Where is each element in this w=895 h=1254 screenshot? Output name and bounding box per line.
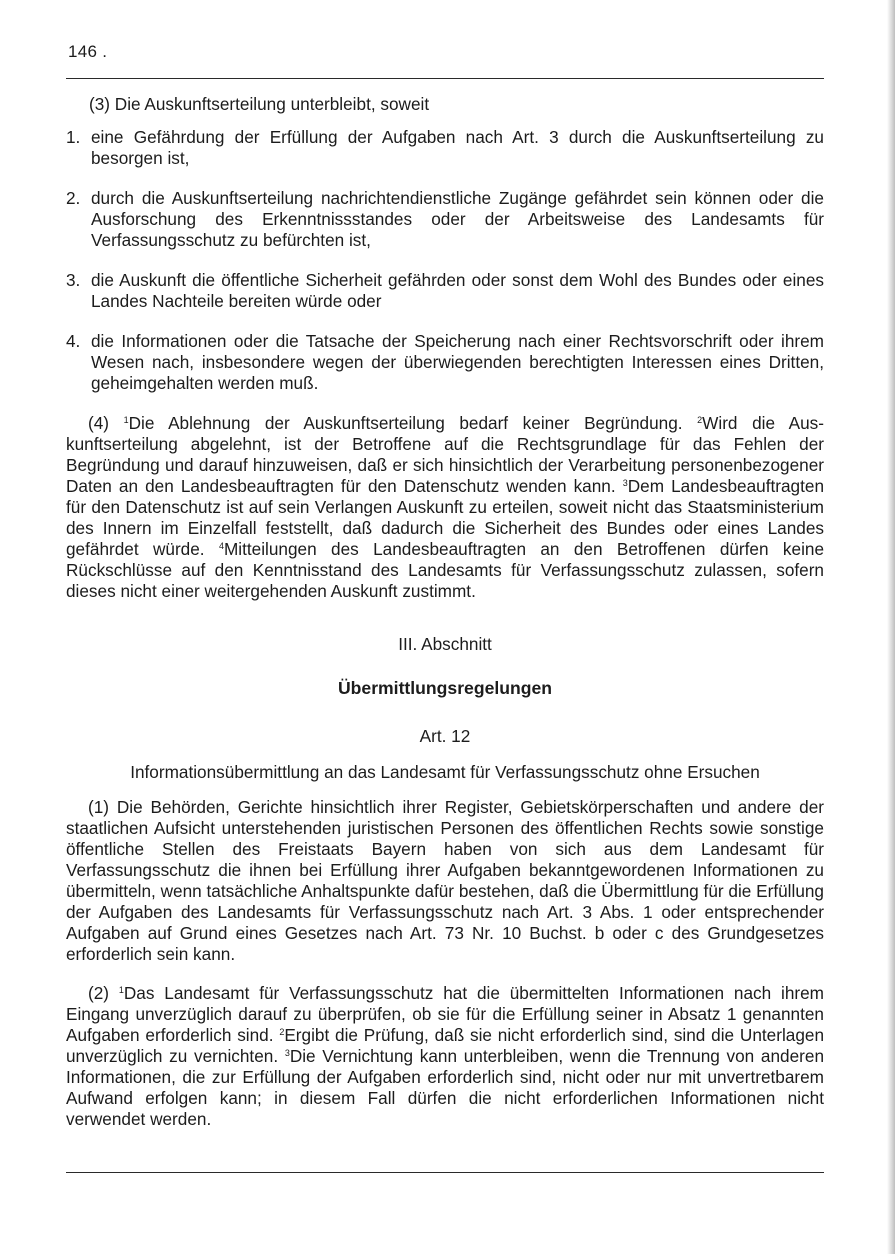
- sentence-number: 2: [279, 1027, 285, 1037]
- list-item: [66, 127, 824, 169]
- paragraph-4: [66, 413, 824, 602]
- article-paragraph-2: [66, 983, 824, 1130]
- paragraph-label: (2): [88, 983, 110, 1003]
- list-item-number: 2.: [66, 188, 81, 208]
- list-item: [66, 331, 824, 394]
- list-item: [66, 188, 824, 251]
- sentence: Dem Landesbeauftragten für den Datenschutz ist auf sein Verlangen Auskunft zu erteilen, soweit nicht das Staatsministerium des Innern im Einzelfall feststellt, daß dadurch die Sicherheit des Bundes oder eines Landes gefährdet würde.: [66, 476, 824, 559]
- sentence-number: 1: [118, 985, 124, 995]
- list-item-text: durch die Auskunftserteilung nachrichtendienstliche Zugänge gefährdet sein können oder die Ausforschung des Erkenntnissstandes oder der Arbeitsweise des Landesamts für Verfassungsschutz zu befürchten ist,: [91, 188, 824, 250]
- sentence: Wird die Auskunftserteilung abgelehnt, ist der Betroffene auf die Rechtsgrundlage für das Fehlen der Begründung und darauf hinzuweisen, daß er sich hinsichtlich der Verarbeitung personenbezogener Daten an den Landesbeauftragten für den Datenschutz wenden kann.: [66, 413, 825, 496]
- sentence-number: 1: [123, 415, 129, 425]
- sentence: Das Landesamt für Verfassungsschutz hat die übermittelten Informationen nach ihrem Eingang unverzüglich darauf zu überprüfen, ob sie für die Erfüllung seiner in Absatz 1 genannten Aufgaben erforderlich sind.: [66, 983, 824, 1045]
- list-item-text: eine Gefährdung der Erfüllung der Aufgaben nach Art. 3 durch die Auskunftserteilung zu besorgen ist,: [91, 127, 824, 168]
- article-label: Art. 12: [419, 726, 471, 746]
- list-item-text: die Auskunft die öffentliche Sicherheit gefährden oder sonst dem Wohl des Bundes oder eines Landes Nachteile bereiten würde oder: [91, 270, 824, 311]
- sentence-number: 4: [218, 541, 224, 551]
- header-rule: [66, 78, 824, 79]
- list-item-number: 3.: [66, 270, 81, 290]
- sentence-number: 3: [284, 1048, 290, 1058]
- list-item: [66, 270, 824, 312]
- list-item-number: 4.: [66, 331, 81, 351]
- sentence: Ergibt die Prüfung, daß sie nicht erforderlich sind, sind die Unterlagen unverzüglich zu vernichten.: [66, 1025, 825, 1066]
- scan-page-edge: [887, 0, 895, 1254]
- footer-rule: [66, 1172, 824, 1173]
- sentence-number: 3: [622, 478, 628, 488]
- paragraph-label: (4): [88, 413, 110, 433]
- list-item-text: die Informationen oder die Tatsache der Speicherung nach einer Rechtsvorschrift oder ihrem Wesen nach, insbesondere wegen der überwiegenden berechtigten Interessen eines Dritten, geheimgehalten werden muß.: [91, 331, 824, 393]
- sentence: Mitteilungen des Landesbeauftragten an den Betroffenen dürfen keine Rückschlüsse auf den Kenntnisstand des Landesamts für Verfassungsschutz zulassen, sofern dieses nicht einer weitergehenden Auskunft zustimmt.: [66, 539, 825, 601]
- page-number: 146 .: [68, 42, 108, 61]
- paragraph-3-list: [66, 127, 824, 394]
- sentence: Die Vernichtung kann unterbleiben, wenn die Trennung von anderen Informationen, die zur Erfüllung der Aufgaben erforderlich sind, nicht oder nur mit unvertretbarem Aufwand erfolgen kann; in diesem Fall dürfen die nicht erforderlichen Informationen nicht verwendet werden.: [66, 1046, 824, 1129]
- article-title: Informationsübermittlung an das Landesamt für Verfassungsschutz ohne Ersuchen: [130, 762, 760, 782]
- sentence: Die Ablehnung der Auskunftserteilung bedarf keiner Begründung.: [128, 413, 683, 433]
- sentence-number: 2: [697, 415, 703, 425]
- section-title: Übermittlungsregelungen: [337, 678, 553, 698]
- section-label: III. Abschnitt: [398, 634, 492, 654]
- document-body: [66, 90, 824, 1130]
- paragraph-3-intro: (3) Die Auskunftserteilung unterbleibt, soweit: [89, 94, 430, 114]
- list-item-number: 1.: [66, 127, 81, 147]
- article-paragraph-1: (1) Die Behörden, Gerichte hinsichtlich ihrer Register, Gebietskörperschaften und andere der staatlichen Aufsicht unterstehenden juristischen Personen des öffentlichen Rechts sowie sonstige öffentliche Stellen des Freistaats Bayern haben von sich aus dem Landesamt für Verfassungsschutz die ihnen bei Erfüllung ihrer Aufgaben bekanntgewordenen Informationen zu übermitteln, wenn tatsächliche Anhaltspunkte dafür bestehen, daß die Übermittlung für die Erfüllung der Aufgaben des Landesamts für Verfassungsschutz nach Art. 3 Abs. 1 oder entsprechender Aufgaben auf Grund eines Gesetzes nach Art. 73 Nr. 10 Buchst. b oder c des Grundgesetzes erforderlich sein kann.: [66, 797, 824, 964]
